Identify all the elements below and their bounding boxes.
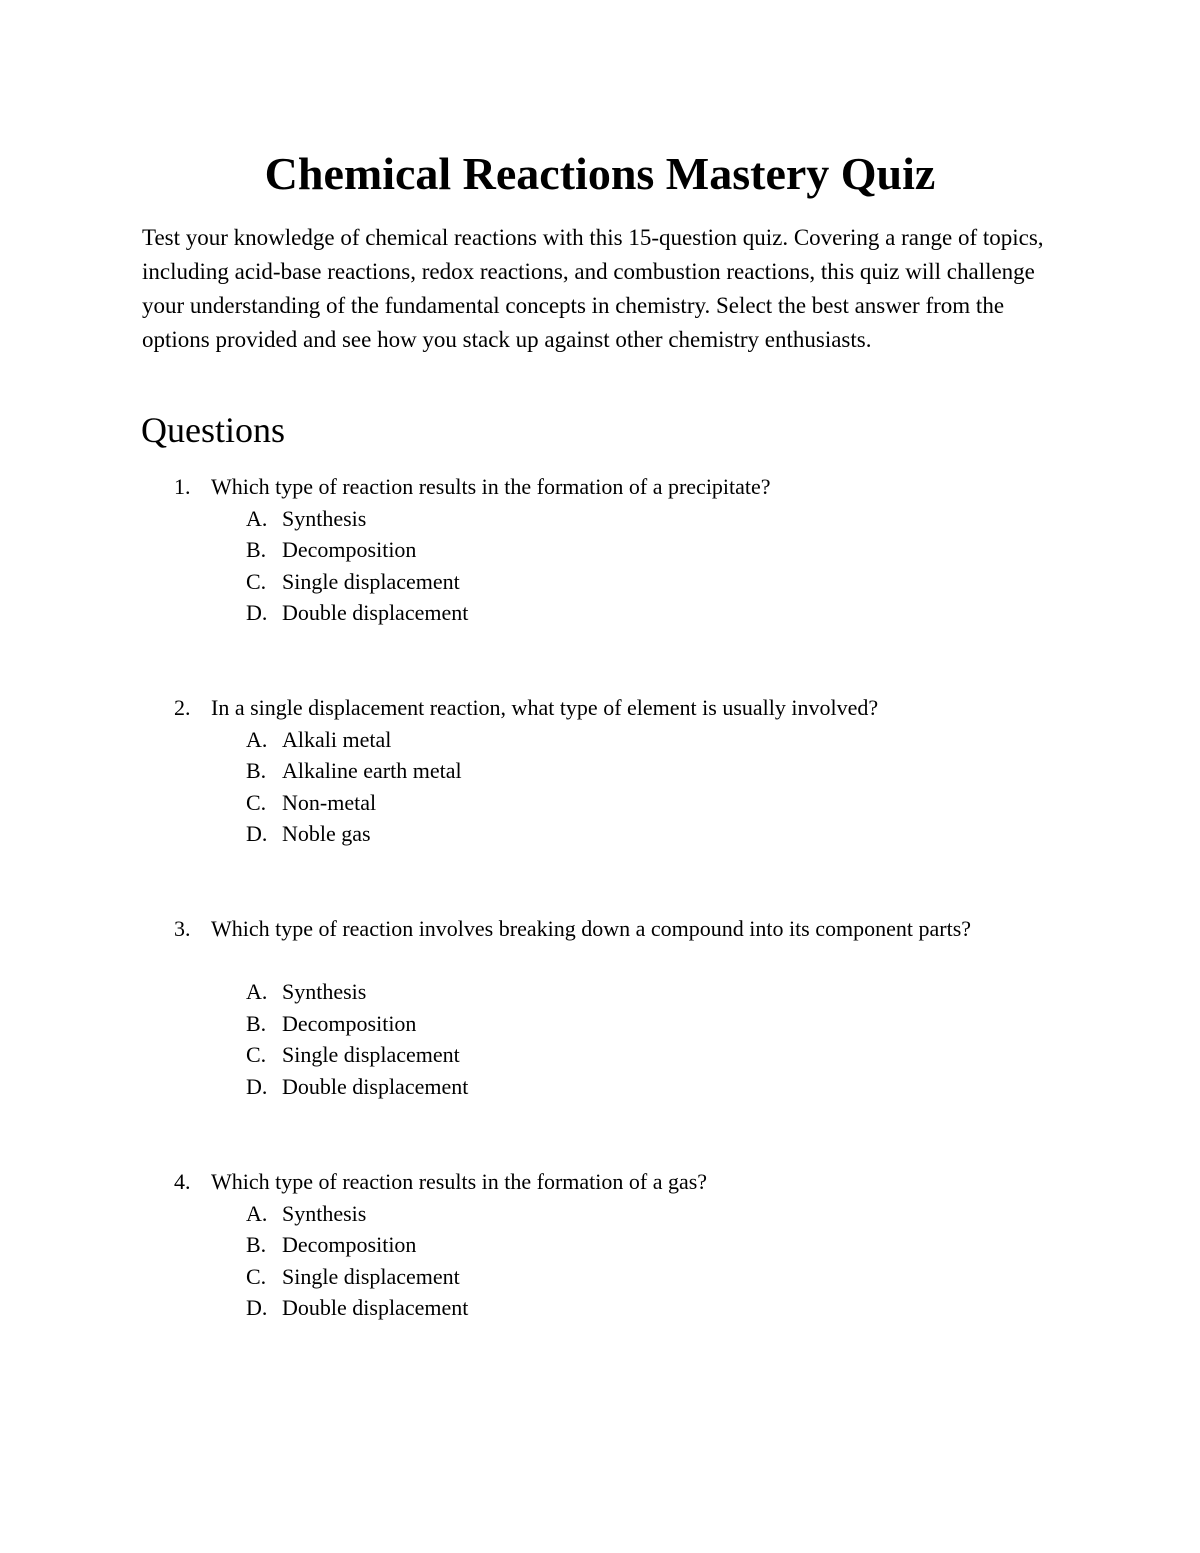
question-number: 3. bbox=[174, 916, 191, 941]
option-letter: A. bbox=[246, 979, 268, 1004]
answer-option-d[interactable] bbox=[0, 818, 1200, 850]
option-letter: C. bbox=[246, 568, 267, 594]
answer-option-b[interactable] bbox=[0, 755, 1200, 787]
option-text: Synthesis bbox=[282, 505, 367, 531]
option-text: Double displacement bbox=[282, 1073, 469, 1099]
answer-option-a[interactable] bbox=[0, 503, 1200, 535]
answer-option-b[interactable] bbox=[0, 1229, 1200, 1261]
question-text: Which type of reaction results in the formation of a gas? bbox=[211, 1169, 708, 1194]
option-letter: D. bbox=[246, 1073, 268, 1099]
answer-option-d[interactable] bbox=[0, 1071, 1200, 1103]
option-letter: A. bbox=[246, 726, 268, 752]
option-letter: A. bbox=[246, 1200, 268, 1226]
answer-option-a[interactable] bbox=[0, 724, 1200, 756]
option-text: Non-metal bbox=[282, 789, 377, 815]
option-text: Double displacement bbox=[282, 600, 469, 625]
option-letter: D. bbox=[246, 600, 268, 625]
option-letter: D. bbox=[246, 1295, 268, 1320]
answer-option-a[interactable] bbox=[0, 976, 1200, 1008]
option-letter: C. bbox=[246, 1042, 267, 1067]
answer-option-d[interactable] bbox=[0, 597, 1200, 629]
section-heading-questions: Questions bbox=[141, 410, 285, 450]
option-letter: A. bbox=[246, 505, 268, 531]
question-number: 2. bbox=[174, 695, 191, 720]
question-text: In a single displacement reaction, what type of element is usually involved? bbox=[211, 695, 879, 720]
answer-option-c[interactable] bbox=[0, 787, 1200, 819]
answer-option-b[interactable] bbox=[0, 1008, 1200, 1040]
option-letter: B. bbox=[246, 537, 267, 562]
question-number: 1. bbox=[174, 474, 191, 499]
option-letter: B. bbox=[246, 1232, 267, 1257]
option-text: Noble gas bbox=[282, 821, 371, 846]
question-text: Which type of reaction results in the formation of a precipitate? bbox=[211, 474, 771, 499]
answer-option-c[interactable] bbox=[0, 1261, 1200, 1293]
option-letter: C. bbox=[246, 789, 267, 815]
option-text: Alkali metal bbox=[282, 726, 392, 752]
page-title: Chemical Reactions Mastery Quiz bbox=[264, 148, 936, 199]
option-text: Double displacement bbox=[282, 1295, 469, 1320]
option-letter: B. bbox=[246, 758, 267, 783]
option-text: Single displacement bbox=[282, 568, 460, 594]
intro-paragraph: Test your knowledge of chemical reactions with this 15-question quiz. Covering a range of topics, including acid-base reactions, redox reactions, and combustion reactions, this quiz will challenge your understanding of the fundamental concepts in chemistry. Select the best answer from the options provided and see how you stack up against other chemistry enthusiasts. bbox=[142, 225, 1044, 352]
option-text: Single displacement bbox=[282, 1263, 460, 1289]
answer-option-a[interactable] bbox=[0, 1198, 1200, 1230]
question-number: 4. bbox=[174, 1169, 191, 1194]
option-text: Decomposition bbox=[282, 1010, 417, 1036]
option-text: Alkaline earth metal bbox=[282, 758, 462, 783]
option-text: Decomposition bbox=[282, 1232, 417, 1257]
option-text: Single displacement bbox=[282, 1042, 460, 1067]
answer-option-d[interactable] bbox=[0, 1292, 1200, 1324]
option-letter: C. bbox=[246, 1263, 267, 1289]
answer-option-c[interactable] bbox=[0, 1039, 1200, 1071]
option-text: Synthesis bbox=[282, 1200, 367, 1226]
answer-option-c[interactable] bbox=[0, 566, 1200, 598]
answer-option-b[interactable] bbox=[0, 534, 1200, 566]
option-text: Synthesis bbox=[282, 979, 367, 1004]
option-text: Decomposition bbox=[282, 537, 417, 562]
option-letter: D. bbox=[246, 821, 268, 846]
option-letter: B. bbox=[246, 1010, 267, 1036]
question-text: Which type of reaction involves breaking down a compound into its component parts? bbox=[211, 916, 972, 941]
